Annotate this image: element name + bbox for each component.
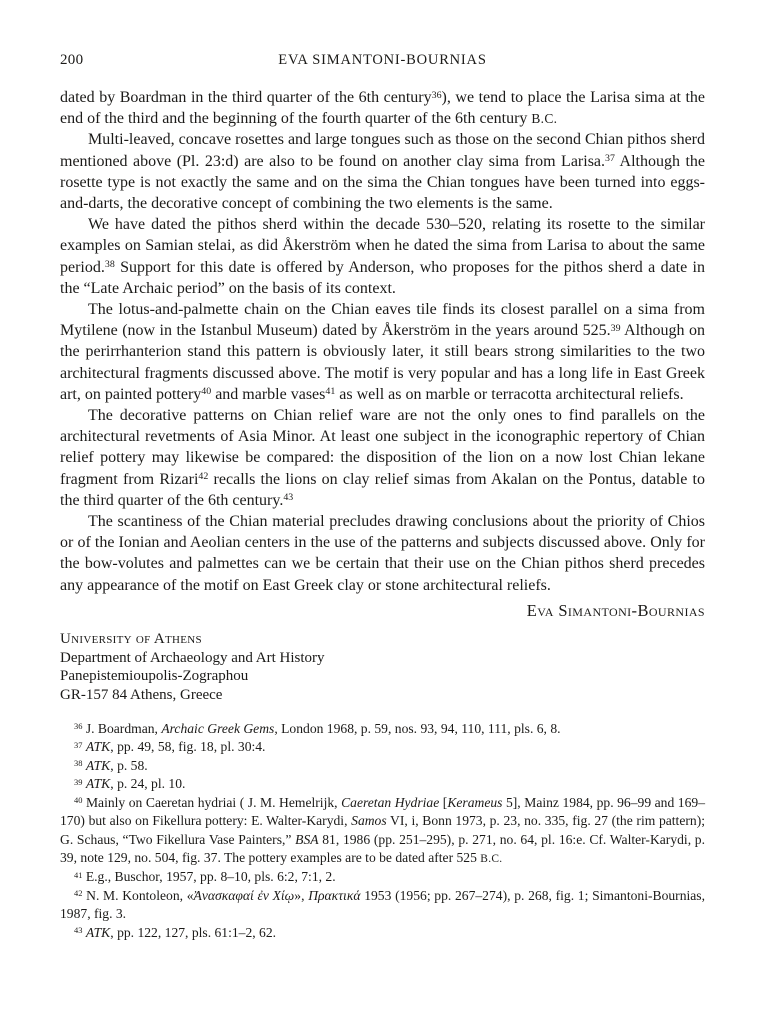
text-segment: [ <box>439 794 448 810</box>
body-paragraph <box>60 299 705 405</box>
body-paragraph <box>60 214 705 299</box>
footnote-ref: 42 <box>198 471 209 483</box>
footnote-ref: 37 <box>605 153 615 165</box>
body-paragraph <box>60 87 705 129</box>
text-segment: The decorative patterns on Chian relief ware are not the only ones to find parallels on the architectural revetments of Asia Minor. At least one subject in the iconographic repertory of Chian relief pottery may likewise be compared: the disposition of the lion on a now lost Chian lekane fragment from Rizari <box>60 407 705 488</box>
text-segment: VI, i, Bonn 1973, p. 23, no. 335, fig. 27 (the rim pattern); G. Schaus, “Two Fikellura Vase Painters,” <box>60 813 705 847</box>
affiliation-university: University of Athens <box>60 630 202 647</box>
text-segment: We have dated the pithos sherd within the decade 530–520, relating its rosette to the similar examples on Samian stelai, as did Åkerström when he dated the sima from Larisa to about the same period. <box>60 216 705 276</box>
text-segment: 5], Mainz 1984, pp. 96–99 and 169–170) but also on Fikellura pottery: E. Walter-Karydi, <box>60 794 705 829</box>
footnote-39 <box>60 775 705 793</box>
text-segment: dated by Boardman in the third quarter of the 6th century <box>60 89 432 106</box>
text-segment: Support for this date is offered by Anderson, who proposes for the pithos sherd a date in the “Late Archaic period” on the basis of its context. <box>60 258 705 297</box>
text-segment: E.g., Buschor, 1957, pp. 8–10, pls. 6:2, 7:1, 2. <box>82 869 336 885</box>
footnote-40 <box>60 794 705 869</box>
footnote-ref: 38 <box>104 259 115 271</box>
footnote-ref: 37 <box>74 739 83 750</box>
text-segment: ATK <box>85 776 111 792</box>
running-title: EVA SIMANTONI-BOURNIAS <box>278 52 487 68</box>
text-segment: », <box>294 887 309 903</box>
body-paragraph <box>60 511 705 596</box>
body-paragraph <box>60 129 705 214</box>
affiliation-department: Department of Archaeology and Art History <box>60 649 325 666</box>
page-content <box>60 52 705 942</box>
text-segment: B.C. <box>480 852 503 865</box>
footnote-ref: 36 <box>431 89 442 101</box>
text-segment: The scantiness of the Chian material precludes drawing conclusions about the priority of Chios or of the Ionian and Aeolian centers in the use of the patterns and subjects discussed above. Only for the bow-volutes and palmettes can we be certain that their use on the Chian pithos sherd precedes any appearance of the motif on East Greek clay or stone architectural reliefs. <box>60 513 705 594</box>
footnote-37 <box>60 738 705 756</box>
text-segment: 81, 1986 (pp. 251–295), p. 271, no. 64, pl. 16:e. Cf. Walter-Karydi, p. 39, note 129, no. 504, fig. 37. The pottery examples are to be dated after 525 <box>60 831 705 865</box>
text-segment: , p. 24, pl. 10. <box>110 776 186 792</box>
footnote-ref: 38 <box>74 758 83 769</box>
footnote-ref: 43 <box>74 924 83 935</box>
author-signature: Eva Simantoni-Bournias <box>526 600 705 620</box>
text-segment: 1953 (1956; pp. 267–274), p. 268, fig. 1; Simantoni-Bournias, 1987, fig. 3. <box>60 887 705 922</box>
page-number: 200 <box>60 52 84 68</box>
text-segment: The lotus-and-palmette chain on the Chian eaves tile finds its closest parallel on a sima from Mytilene (now in the Istanbul Museum) dated by Åkerström in the years around 525. <box>60 301 705 340</box>
footnote-ref: 36 <box>74 721 83 732</box>
page-header <box>60 52 705 70</box>
footnote-38 <box>60 757 705 775</box>
footnotes-section <box>60 720 705 942</box>
footnote-41 <box>60 868 705 886</box>
footnote-ref: 39 <box>74 776 83 787</box>
text-segment: and marble vases <box>211 385 326 403</box>
footnote-ref: 39 <box>610 322 621 334</box>
footnote-ref: 40 <box>201 386 212 398</box>
footnote-ref: 41 <box>325 386 336 398</box>
text-segment: Πρακτικά <box>308 887 361 903</box>
text-segment: , p. 58. <box>110 757 148 773</box>
text-segment: Multi-leaved, concave rosettes and large tongues such as those on the second Chian pithos sherd mentioned above (Pl. 23:d) are also to be found on another clay sima from Larisa. <box>60 131 705 170</box>
affiliation-block <box>60 630 705 705</box>
footnote-ref: 40 <box>74 794 83 805</box>
text-segment: ATK <box>85 757 111 773</box>
footnote-43 <box>60 924 705 942</box>
text-segment: Ἀνασκαφαί ἐν Χίῳ <box>193 887 295 903</box>
text-segment: ), we tend to place the Larisa sima at the end of the third and the beginning of the fourth quarter of the 6th century <box>60 89 706 128</box>
text-segment: J. Boardman, <box>82 721 162 737</box>
text-segment: recalls the lions on clay relief simas from Akalan on the Pontus, datable to the third quarter of the 6th century. <box>60 470 706 509</box>
text-segment: Kerameus <box>447 794 503 810</box>
footnote-36 <box>60 720 705 738</box>
article-body <box>60 87 705 596</box>
affiliation-address: Panepistemioupolis-Zographou <box>60 668 249 685</box>
text-segment: Samos <box>351 813 387 829</box>
text-segment: Archaic Greek Gems <box>161 721 275 737</box>
text-segment: ATK <box>85 924 111 940</box>
text-segment: ATK <box>85 739 111 755</box>
footnote-ref: 41 <box>74 869 83 880</box>
text-segment: N. M. Kontoleon, « <box>82 887 194 903</box>
text-segment: , London 1968, p. 59, nos. 93, 94, 110, 111, pls. 6, 8. <box>274 721 561 737</box>
text-segment: Although the rosette type is not exactly the same and on the sima the Chian tongues have been turned into eggs-and-darts, the decorative concept of combining the two elements is the same. <box>60 152 705 213</box>
footnote-ref: 42 <box>74 887 83 898</box>
text-segment: B.C. <box>531 111 558 127</box>
text-segment: , pp. 122, 127, pls. 61:1–2, 62. <box>110 924 277 940</box>
footnote-ref: 43 <box>283 492 294 504</box>
text-segment: as well as on marble or terracotta architectural reliefs. <box>335 385 684 403</box>
text-segment: Caeretan Hydriae <box>341 794 440 810</box>
text-segment: BSA <box>295 831 319 847</box>
footnote-42 <box>60 887 705 924</box>
affiliation-city-country: GR-157 84 Athens, Greece <box>60 687 223 704</box>
text-segment: Although on the perirrhanterion stand this pattern is obviously later, it still bears strong similarities to the two architectural fragments discussed above. The motif is very popular and has a long life in East Greek art, on painted pottery <box>60 322 705 403</box>
text-segment: , pp. 49, 58, fig. 18, pl. 30:4. <box>110 739 266 755</box>
text-segment: Mainly on Caeretan hydriai ( J. M. Hemelrijk, <box>82 794 342 810</box>
body-paragraph <box>60 405 705 511</box>
